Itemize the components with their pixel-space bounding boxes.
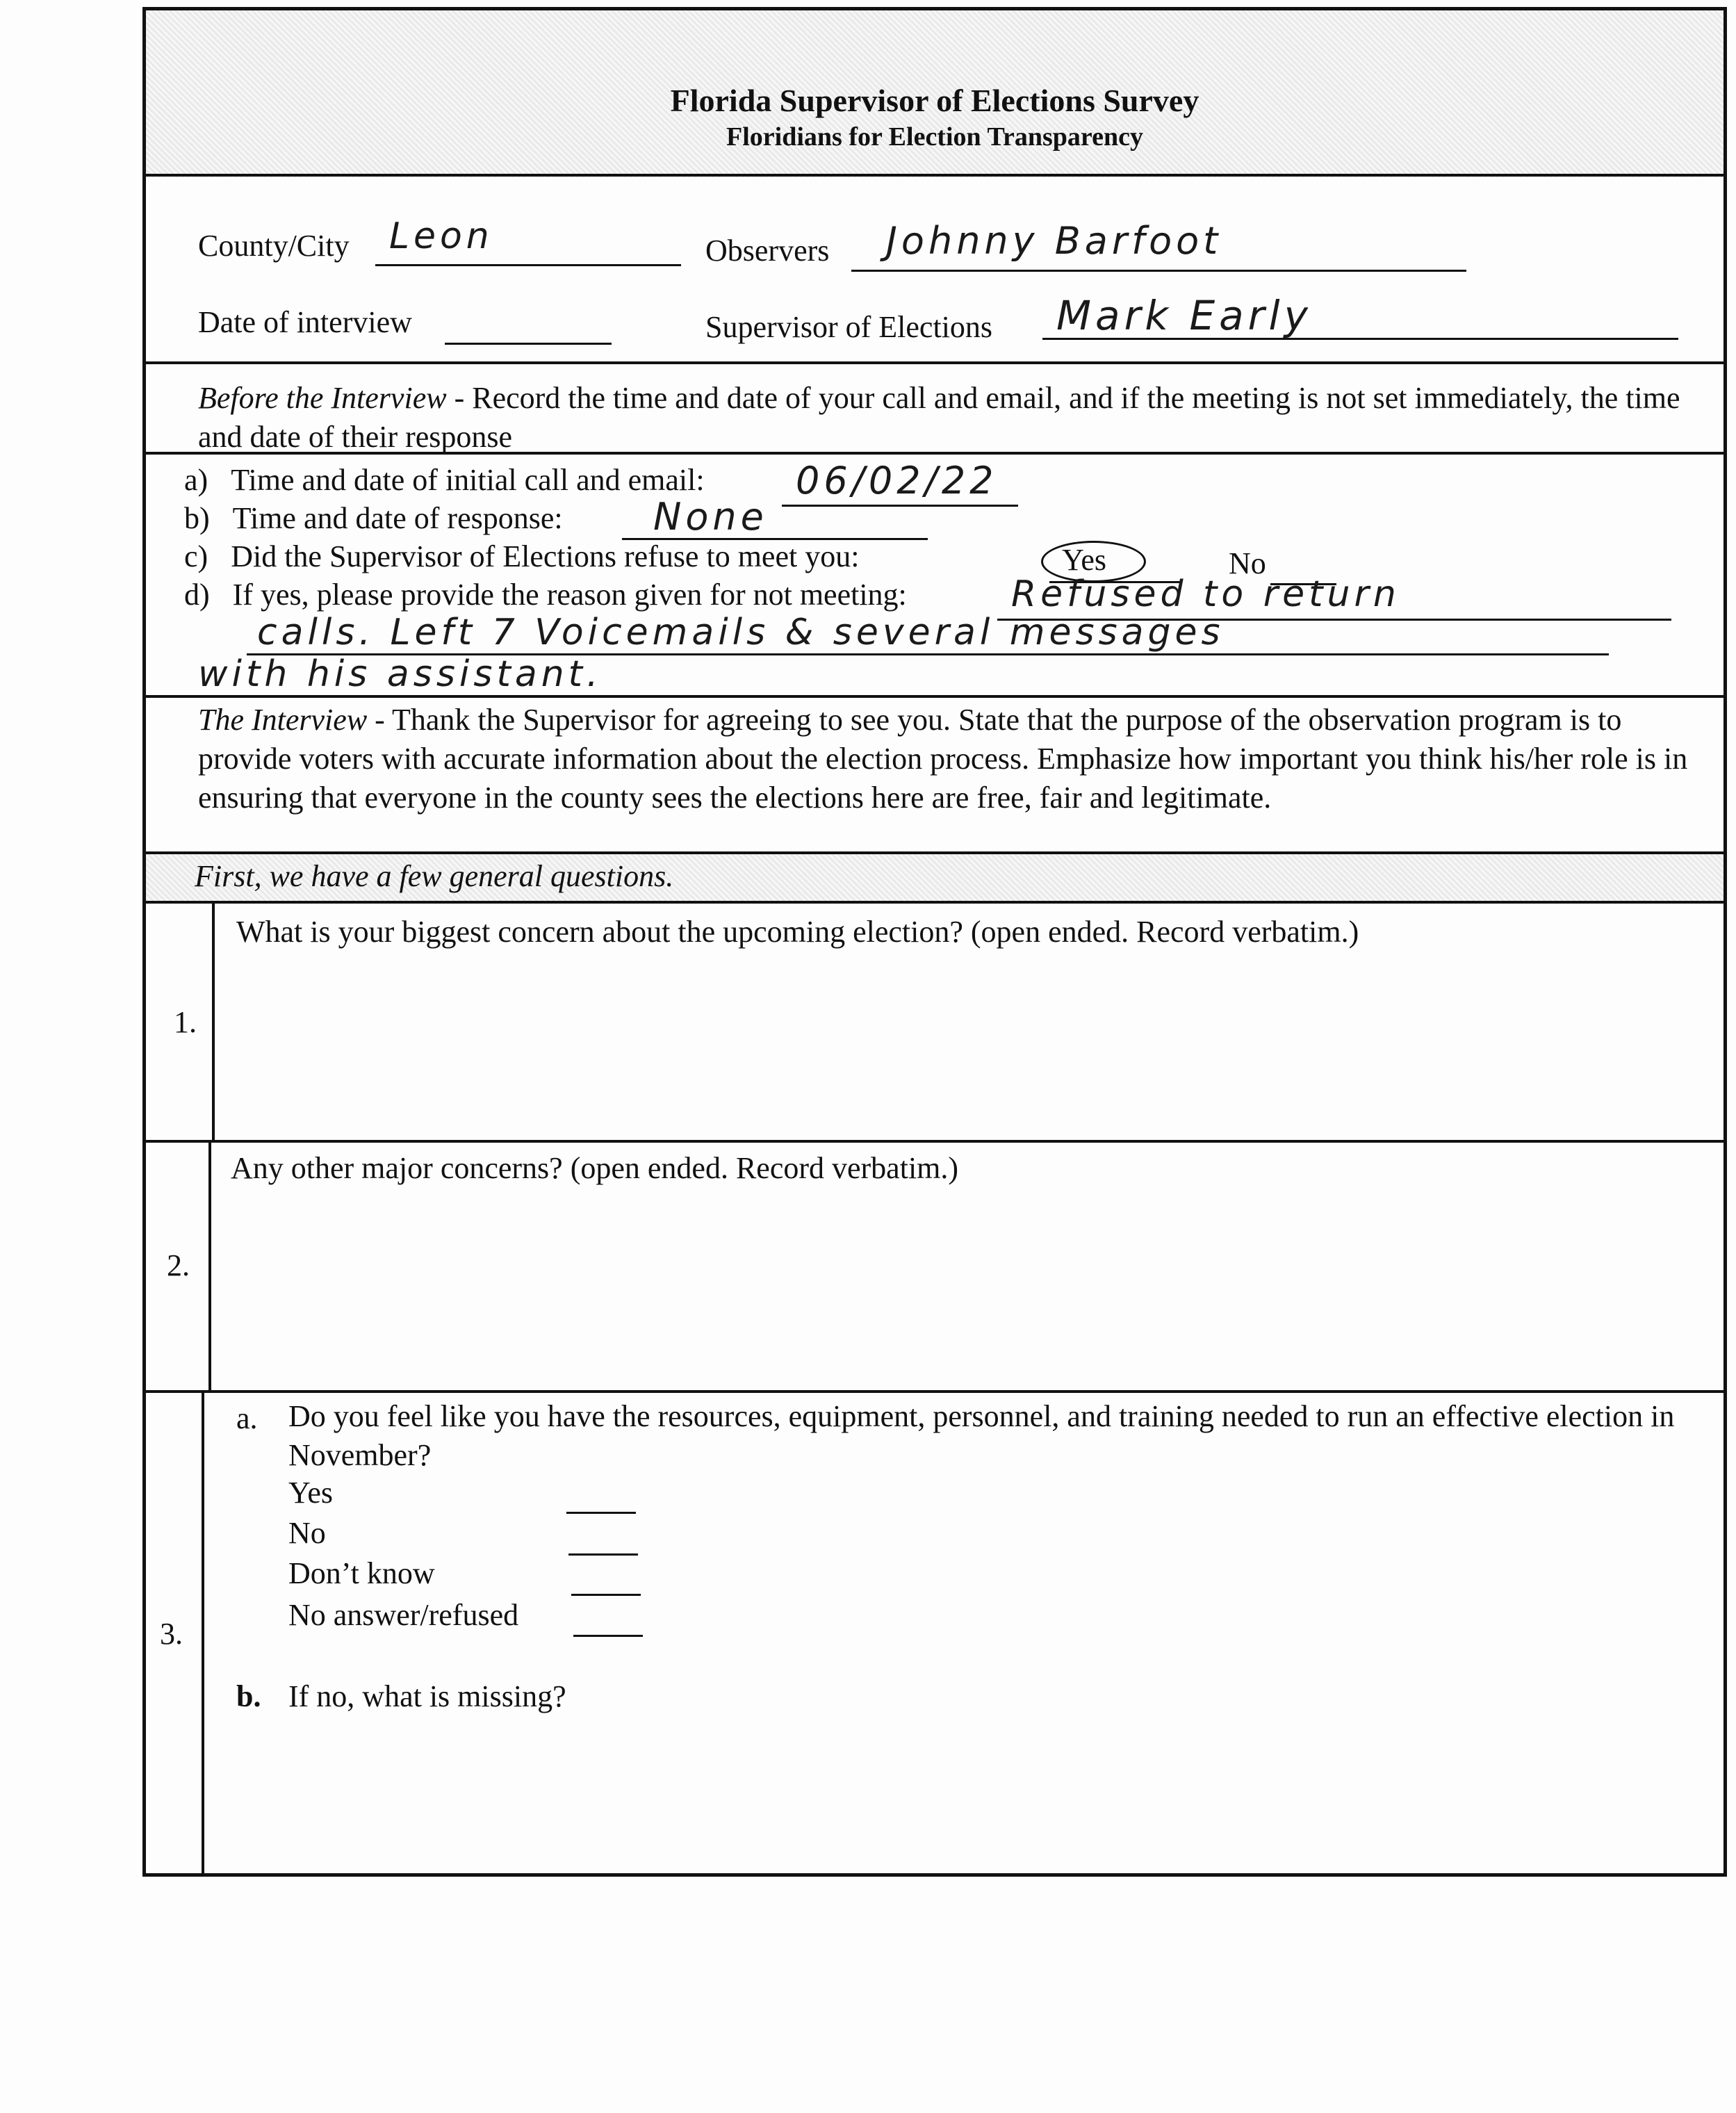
survey-form [142,7,1727,1877]
observers-label: Observers [705,234,830,268]
option-yes: Yes [288,1476,334,1510]
question-3b-label: b. [236,1679,261,1713]
item-b-label: b) [184,501,210,535]
before-heading: Before the Interview [198,381,447,415]
option-dont-know: Don’t know [288,1556,435,1590]
date-field[interactable] [445,302,612,345]
divider [146,361,1723,364]
option-dont-know-blank[interactable] [571,1559,641,1596]
response-date-value: None [653,495,768,539]
item-d-label: d) [184,578,210,612]
option-no: No [288,1516,326,1550]
reason-text-2: calls. Left 7 Voicemails & several messages [257,612,1225,653]
supervisor-value: Mark Early [1056,292,1312,339]
item-a-text: Time and date of initial call and email: [231,463,705,497]
item-d [184,577,907,612]
divider [146,174,1723,177]
observers-value: Johnny Barfoot [886,219,1222,263]
option-no-blank[interactable] [568,1519,638,1556]
column-divider [212,904,215,1140]
interview-heading: The Interview [198,703,368,737]
option-no-answer: No answer/refused [288,1598,519,1632]
question-2-answer-area[interactable] [222,1196,1710,1376]
question-3-number: 3. [160,1617,183,1651]
option-no-answer-blank[interactable] [573,1600,643,1637]
item-c-text: Did the Supervisor of Elections refuse to meet you: [231,539,860,573]
question-3b-answer-area[interactable] [222,1724,1710,1863]
item-d-text: If yes, please provide the reason given for not meeting: [232,578,907,612]
question-2-number: 2. [167,1248,190,1282]
supervisor-label: Supervisor of Elections [705,310,993,344]
form-subtitle: Floridians for Election Transparency [726,122,1143,152]
question-3a-text: Do you feel like you have the resources, equipment, personnel, and training needed to run an effective election in November? [288,1399,1675,1472]
county-label: County/City [198,229,350,263]
item-c-label: c) [184,539,208,573]
item-a-label: a) [184,463,208,497]
item-b-text: Time and date of response: [232,501,563,535]
question-1-number: 1. [174,1005,197,1039]
before-text: - Record the time and date of your call and email, and if the meeting is not set immediately, the time and date of their response [198,381,1680,454]
reason-text-1: Refused to return [1011,573,1400,615]
item-b [184,500,563,536]
reason-text-3: with his assistant. [198,653,603,695]
general-heading: First, we have a few general questions. [195,859,674,893]
column-divider [202,1390,204,1873]
call-date-value: 06/02/22 [796,459,998,503]
question-1-text: What is your biggest concern about the upcoming election? (open ended. Record verbatim.) [236,915,1359,949]
divider [146,452,1723,455]
interview-text: - Thank the Supervisor for agreeing to see you. State that the purpose of the observation program is to provide voters with accurate information about the election process. Emphasize how important you think his/her role is in ensuring that everyone in the county sees the elections here are free, fair and legitimate. [198,703,1688,815]
question-1-answer-area[interactable] [222,959,1710,1133]
refuse-no-option[interactable]: No [1229,546,1266,580]
form-title: Florida Supervisor of Elections Survey [670,83,1199,118]
item-a [184,462,705,498]
interview-instructions [198,701,1713,817]
date-label: Date of interview [198,305,412,339]
before-instructions [198,379,1692,457]
question-3b-text: If no, what is missing? [288,1679,566,1713]
option-yes-blank[interactable] [566,1477,636,1514]
column-divider [208,1140,211,1390]
question-3a-label: a. [236,1401,258,1435]
question-2-text: Any other major concerns? (open ended. Record verbatim.) [231,1151,959,1185]
divider [146,695,1723,698]
county-value: Leon [389,215,493,257]
refuse-yes-option[interactable]: Yes [1062,543,1107,577]
item-c [184,539,859,574]
